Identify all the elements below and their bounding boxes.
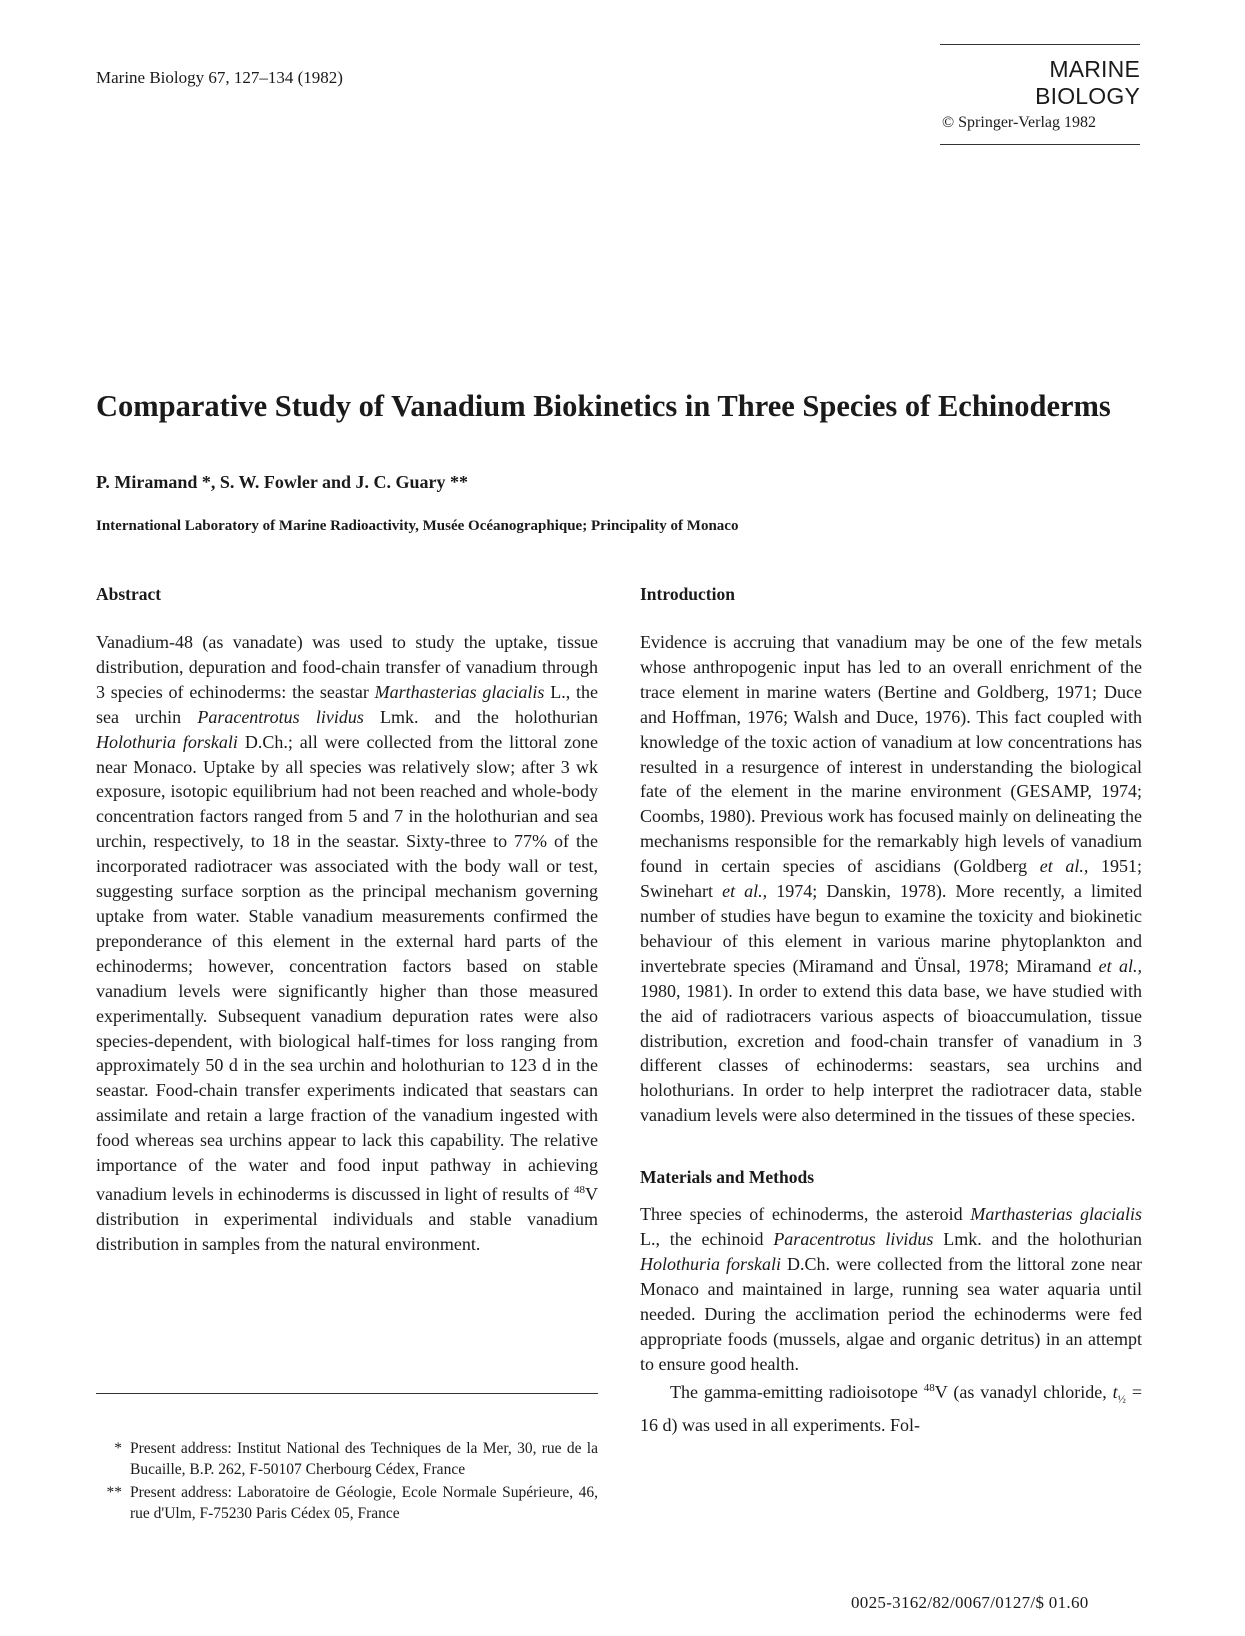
methods-heading: Materials and Methods — [640, 1167, 815, 1188]
issn-code: 0025-3162/82/0067/0127/$ 01.60 — [851, 1593, 1089, 1612]
abstract-heading: Abstract — [96, 584, 162, 604]
journal-name: MARINE BIOLOGY — [1035, 56, 1140, 109]
article-title: Comparative Study of Vanadium Biokinetics in Three Species of Echinoderms — [96, 389, 1111, 423]
methods-paragraph-2: The gamma-emitting radioisotope $^{48}$V (as vanadyl chloride, $t_{\frac{1}{2}} = 16$ d) was used in all experiments. Fol- — [640, 1382, 1142, 1435]
footnote-2 — [96, 1483, 598, 1524]
masthead-bottom-rule — [940, 144, 1140, 145]
journal-reference: Marine Biology 67, 127–134 (1982) — [96, 68, 343, 87]
abstract-text: Vanadium-48 (as vanadate) was used to study the uptake, tissue distribution, depuration and food-chain transfer of vanadium through 3 species of echinoderms: the seastar Marthasterias glacialis L., the sea urchin Paracentrotus lividus Lmk. and the holothurian Holothuria forskali D.Ch.; all were collected from the littoral zone near Monaco. Uptake by all species was relatively slow; after 3 wk exposure, isotopic equilibrium had not been reached and whole-body concentration factors ranged from 5 and 7 in the holothurian and sea urchin, respectively, to 18 in the seastar. Sixty-three to 77% of the incorporated radiotracer was associated with the body wall or test, suggesting surface sorption as the principal mechanism governing uptake from water. Stable vanadium measurements confirmed the preponderance of this element in the external hard parts of the echinoderms; however, concentration factors based on stable vanadium levels were significantly higher than those measured experimentally. Subsequent vanadium depuration rates were also species-dependent, with biological half-times for loss ranging from approximately 50 d in the sea urchin and holothurian to 123 d in the seastar. Food-chain transfer experiments indicated that seastars can assimilate and retain a large fraction of the vanadium ingested with food whereas sea urchins appear to lack this capability. The relative importance of the water and food input pathway in achieving vanadium levels in echinoderms is discussed in light of results of $^{48}$V distribution in experimental individuals and stable vanadium distribution in samples from the natural environment. — [96, 632, 599, 1254]
copyright-line: © Springer-Verlag 1982 — [942, 114, 1097, 131]
footnote-1 — [96, 1439, 598, 1480]
article-authors: P. Miramand *, S. W. Fowler and J. C. Guary ** — [96, 472, 469, 492]
journal-masthead — [940, 44, 1140, 145]
footnote-text: Present address: Institut National des Techniques de la Mer, 30, rue de la Bucaille, B.P. 262, F-50107 Cherbourg Cédex, France — [130, 1440, 598, 1478]
masthead-top-rule — [940, 44, 1140, 45]
footnote-mark: ** — [106, 1484, 122, 1501]
right-column — [640, 582, 1142, 1438]
methods-paragraph-1: Three species of echinoderms, the asteroid Marthasterias glacialis L., the echinoid Paracentrotus lividus Lmk. and the holothurian Holothuria forskali D.Ch. were collected from the littoral zone near Monaco and maintained in large, running sea water aquaria until needed. During the acclimation period the echinoderms were fed appropriate foods (mussels, algae and organic detritus) in an attempt to ensure good health. — [640, 1204, 1143, 1374]
footnote-rule — [96, 1393, 598, 1394]
abstract-section — [96, 582, 598, 1257]
footnote-text: Present address: Laboratoire de Géologie, Ecole Normale Supérieure, 46, rue d'Ulm, F-75230 Paris Cédex 05, France — [130, 1484, 598, 1522]
article-affiliation: International Laboratory of Marine Radioactivity, Musée Océanographique; Principality of Monaco — [96, 518, 739, 534]
footnote-mark: * — [114, 1440, 122, 1457]
introduction-heading: Introduction — [640, 584, 735, 604]
footnotes — [96, 1439, 598, 1527]
introduction-text: Evidence is accruing that vanadium may be one of the few metals whose anthropogenic input has led to an overall enrichment of the trace element in marine waters (Bertine and Goldberg, 1971; Duce and Hoffman, 1976; Walsh and Duce, 1976). This fact coupled with knowledge of the toxic action of vanadium at low concentrations has resulted in a resurgence of interest in understanding the biological fate of the element in the marine environment (GESAMP, 1974; Coombs, 1980). Previous work has focused mainly on delineating the mechanisms responsible for the remarkably high levels of vanadium found in certain species of ascidians (Goldberg et al., 1951; Swinehart et al., 1974; Danskin, 1978). More recently, a limited number of studies have begun to examine the toxicity and biokinetic behaviour of this element in various marine phytoplankton and invertebrate species (Miramand and Ünsal, 1978; Miramand et al., 1980, 1981). In order to extend this data base, we have studied with the aid of radiotracers various aspects of bioaccumulation, tissue distribution, excretion and food-chain transfer of vanadium in 3 different classes of echinoderms: seastars, sea urchins and holothurians. In order to help interpret the radiotracer data, stable vanadium levels were also determined in the tissues of these species. — [640, 632, 1142, 1126]
